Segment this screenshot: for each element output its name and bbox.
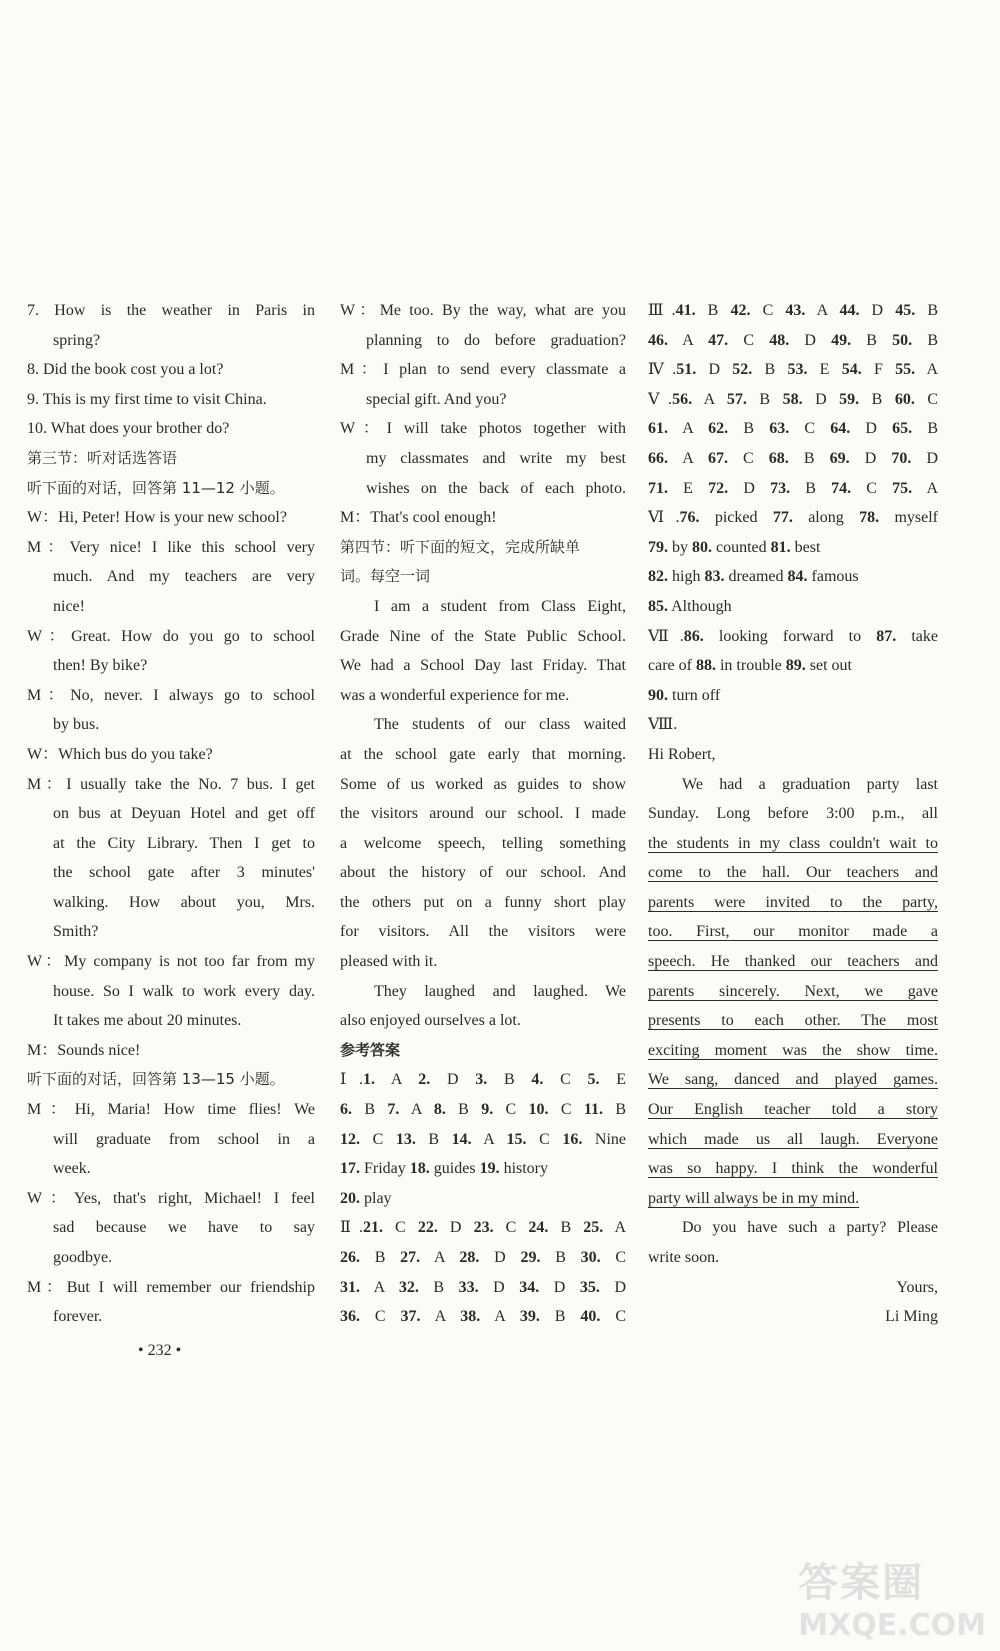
- col2-line: We had a School Day last Friday. That: [340, 657, 626, 675]
- col2-line: 12. C 13. B 14. A 15. C 16. Nine: [340, 1130, 627, 1148]
- col3-line: Ⅶ.86. looking forward to 87. take: [648, 627, 938, 645]
- col1-line: W：Yes, that's right, Michael! I feel: [27, 1189, 315, 1207]
- col3-line: Do you have such a party? Please: [682, 1219, 938, 1237]
- col3-line: Yours,: [896, 1278, 938, 1296]
- col3-line: which made us all laugh. Everyone: [648, 1130, 938, 1148]
- col2-line: 第四节：听下面的短文，完成所缺单: [340, 537, 581, 556]
- col3-line: care of 88. in trouble 89. set out: [648, 657, 852, 675]
- col2-line: M：I plan to send every classmate a: [340, 361, 626, 379]
- col3-line: 79. by 80. counted 81. best: [648, 538, 821, 556]
- col2-line: W：I will take photos together with: [340, 420, 626, 438]
- col3-line: Ⅳ.51. D 52. B 53. E 54. F 55. A: [648, 361, 939, 379]
- col1-line: M：Hi, Maria! How time flies! We: [27, 1101, 315, 1119]
- col2-line: my classmates and write my best: [366, 449, 626, 467]
- col2-line: 词。每空一词: [340, 567, 431, 586]
- col1-line: spring?: [53, 331, 101, 349]
- column-right: [648, 296, 938, 1332]
- col2-line: 6. B 7. A 8. B 9. C 10. C 11. B: [340, 1101, 627, 1119]
- col2-line: planning to do before graduation?: [366, 331, 626, 349]
- col3-line: 85. Although: [648, 597, 732, 615]
- col3-line: We sang, danced and played games.: [648, 1071, 938, 1089]
- col3-line: We had a graduation party last: [682, 775, 938, 793]
- col3-line: parents were invited to the party,: [648, 893, 938, 911]
- col3-line: 66. A 67. C 68. B 69. D 70. D: [648, 449, 938, 467]
- col1-line: will graduate from school in a: [53, 1130, 315, 1148]
- col3-line: parents sincerely. Next, we gave: [648, 982, 938, 1000]
- col2-line: special gift. And you?: [366, 390, 507, 408]
- col1-line: It takes me about 20 minutes.: [53, 1012, 242, 1030]
- col3-line: Hi Robert,: [648, 745, 716, 763]
- col3-line: party will always be in my mind.: [648, 1189, 860, 1207]
- col1-line: house. So I walk to work every day.: [53, 982, 315, 1000]
- col3-line: speech. He thanked our teachers and: [648, 953, 938, 971]
- col1-line: the school gate after 3 minutes': [53, 864, 315, 882]
- col1-line: by bus.: [53, 716, 100, 734]
- col3-line: Our English teacher told a story: [648, 1101, 938, 1119]
- col2-line: a welcome speech, telling something: [340, 834, 626, 852]
- col1-line: week.: [53, 1160, 91, 1178]
- col1-line: M：No, never. I always go to school: [27, 686, 315, 704]
- col1-line: on bus at Deyuan Hotel and get off: [53, 805, 315, 823]
- col1-line: 10. What does your brother do?: [27, 420, 230, 438]
- col1-line: then! By bike?: [53, 657, 148, 675]
- col2-line: wishes on the back of each photo.: [366, 479, 626, 497]
- col1-line: M：But I will remember our friendship: [27, 1278, 315, 1296]
- col1-line: Smith?: [53, 923, 99, 941]
- watermark-site: MXQE.COM: [798, 1608, 986, 1643]
- col2-line: at the school gate early that morning.: [340, 745, 626, 763]
- col3-line: Ⅲ.41. B 42. C 43. A 44. D 45. B: [648, 302, 939, 319]
- col3-line: presents to each other. The most: [648, 1012, 938, 1030]
- col2-line: Grade Nine of the State Public School.: [340, 627, 626, 645]
- col3-line: the students in my class couldn't wait to: [648, 834, 938, 852]
- col1-line: M：Very nice! I like this school very: [27, 538, 315, 556]
- col2-line: M：That's cool enough!: [340, 509, 497, 527]
- col1-line: W：Hi, Peter! How is your new school?: [27, 509, 287, 527]
- col3-line: come to the hall. Our teachers and: [648, 864, 938, 882]
- col2-line: Ⅱ.21. C 22. D 23. C 24. B 25. A: [340, 1219, 627, 1237]
- col1-line: goodbye.: [53, 1249, 113, 1266]
- column-middle: [340, 296, 626, 1332]
- col2-line: pleased with it.: [340, 953, 438, 971]
- col1-line: M：I usually take the No. 7 bus. I get: [27, 775, 315, 793]
- col2-line: I am a student from Class Eight,: [374, 597, 626, 615]
- col3-line: write soon.: [648, 1249, 720, 1266]
- col3-line: 61. A 62. B 63. C 64. D 65. B: [648, 420, 939, 438]
- col2-line: 36. C 37. A 38. A 39. B 40. C: [340, 1308, 627, 1326]
- col3-line: 46. A 47. C 48. D 49. B 50. B: [648, 331, 939, 349]
- column-left: [27, 296, 315, 1332]
- col2-line: for visitors. All the visitors were: [340, 923, 626, 941]
- col1-line: W：Which bus do you take?: [27, 745, 213, 763]
- col2-line: Ⅰ.1. A 2. D 3. B 4. C 5. E: [340, 1071, 626, 1089]
- col1-line: W：Great. How do you go to school: [27, 627, 315, 645]
- col2-line: W：Me too. By the way, what are you: [340, 302, 626, 319]
- col1-line: 第三节：听对话选答语: [27, 448, 178, 467]
- page-number: • 232 •: [138, 1342, 182, 1359]
- col2-line: about the history of our school. And: [340, 864, 626, 882]
- col2-line: The students of our class waited: [374, 716, 626, 734]
- col1-line: 听下面的对话，回答第 13—15 小题。: [27, 1070, 285, 1089]
- col1-line: M：Sounds nice!: [27, 1041, 141, 1059]
- col1-line: at the City Library. Then I get to: [53, 834, 315, 852]
- col1-line: nice!: [53, 597, 85, 615]
- col3-line: too. First, our monitor made a: [648, 923, 938, 941]
- col3-line: 71. E 72. D 73. B 74. C 75. A: [648, 479, 939, 497]
- col2-line: 17. Friday 18. guides 19. history: [340, 1160, 549, 1178]
- col1-line: W：My company is not too far from my: [27, 953, 315, 971]
- col1-line: 8. Did the book cost you a lot?: [27, 361, 224, 379]
- col2-line: They laughed and laughed. We: [374, 982, 626, 1000]
- col3-line: 90. turn off: [648, 686, 721, 704]
- col1-line: forever.: [53, 1308, 103, 1326]
- col2-line: Some of us worked as guides to show: [340, 775, 626, 793]
- col1-line: 听下面的对话，回答第 11—12 小题。: [27, 478, 285, 497]
- watermark: [798, 1551, 986, 1643]
- col1-line: 9. This is my first time to visit China.: [27, 390, 267, 408]
- col3-line: exciting moment was the show time.: [648, 1041, 938, 1059]
- col3-line: Ⅴ.56. A 57. B 58. D 59. B 60. C: [648, 390, 939, 408]
- col3-line: Ⅵ.76. picked 77. along 78. myself: [648, 509, 938, 527]
- col2-line: 20. play: [340, 1189, 392, 1207]
- col2-line: the visitors around our school. I made: [340, 805, 626, 823]
- col3-line: Sunday. Long before 3:00 p.m., all: [648, 805, 938, 823]
- col1-line: walking. How about you, Mrs.: [53, 893, 315, 911]
- col3-line: Li Ming: [885, 1308, 938, 1326]
- col1-line: sad because we have to say: [53, 1219, 315, 1237]
- col2-line: also enjoyed ourselves a lot.: [340, 1012, 521, 1030]
- col2-line: 31. A 32. B 33. D 34. D 35. D: [340, 1278, 626, 1296]
- col3-line: was so happy. I think the wonderful: [648, 1160, 938, 1178]
- col2-line: 参考答案: [340, 1040, 401, 1059]
- col1-line: 7. How is the weather in Paris in: [27, 302, 315, 319]
- col3-line: Ⅷ.: [648, 716, 678, 734]
- col2-line: was a wonderful experience for me.: [340, 686, 570, 704]
- col2-line: 26. B 27. A 28. D 29. B 30. C: [340, 1249, 627, 1266]
- col2-line: the others put on a funny short play: [340, 893, 626, 911]
- col3-line: 82. high 83. dreamed 84. famous: [648, 568, 859, 586]
- col1-line: much. And my teachers are very: [53, 568, 315, 586]
- watermark-logo: 答案圈: [798, 1560, 925, 1606]
